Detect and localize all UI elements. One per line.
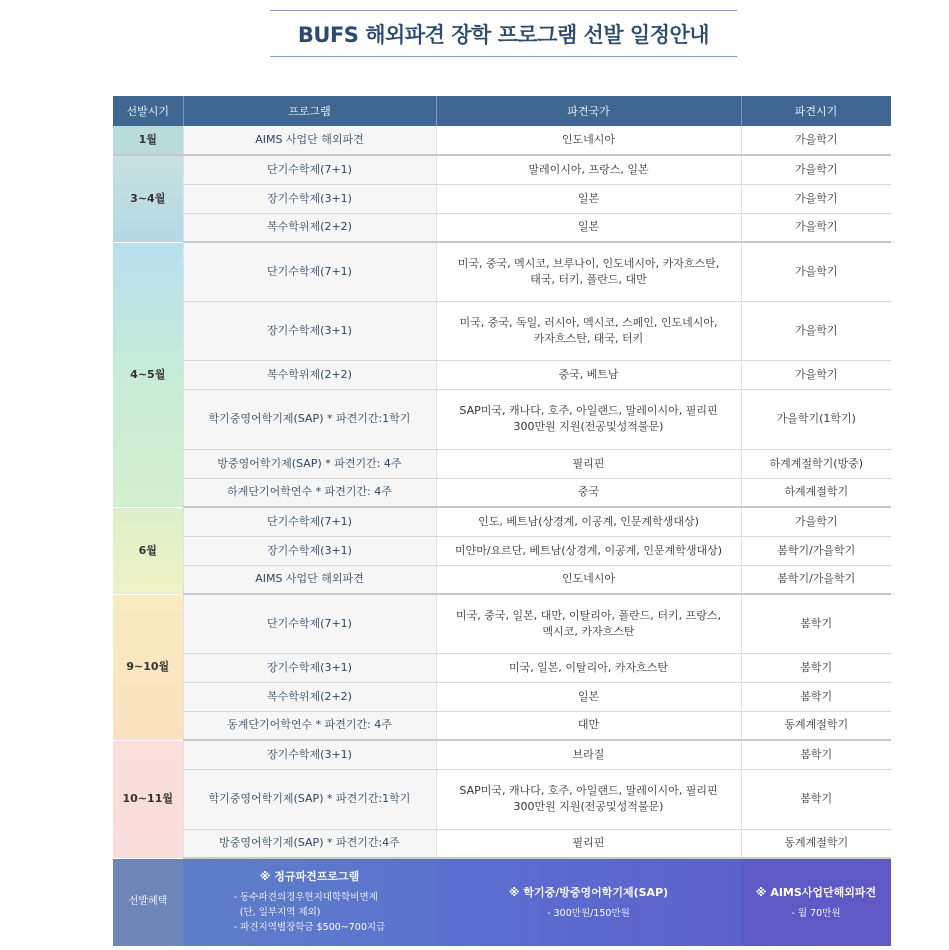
benefit-regular bbox=[183, 858, 436, 946]
program-cell: 단기수학제(7+1) bbox=[183, 242, 436, 301]
title-box bbox=[270, 10, 737, 57]
country-cell: 미국, 일본, 이탈리아, 카자흐스탄 bbox=[436, 653, 741, 682]
benefit-aims bbox=[741, 858, 891, 946]
country-cell: 미국, 중국, 멕시코, 브루나이, 인도네시아, 카자흐스탄, 태국, 터키, 폴란드, 대만 bbox=[436, 242, 741, 301]
country-cell: 말레이시아, 프랑스, 일본 bbox=[436, 155, 741, 184]
season-cell: 가을학기 bbox=[741, 301, 891, 360]
season-cell: 봄학기 bbox=[741, 594, 891, 653]
country-cell: 미얀마/요르단, 베트남(상경계, 이공계, 인문계학생대상) bbox=[436, 536, 741, 565]
country-cell: 중국 bbox=[436, 478, 741, 507]
table-row bbox=[113, 184, 891, 213]
table-row bbox=[113, 594, 891, 653]
season-cell: 봄학기 bbox=[741, 682, 891, 711]
program-cell: 복수학위제(2+2) bbox=[183, 360, 436, 389]
country-cell: 대만 bbox=[436, 711, 741, 740]
program-cell: 장기수학제(3+1) bbox=[183, 536, 436, 565]
month-cell: 9~10월 bbox=[113, 594, 183, 740]
program-cell: 방중영어학기제(SAP) * 파견기간:4주 bbox=[183, 829, 436, 858]
header-select-period: 선발시기 bbox=[113, 96, 183, 126]
benefit-aims-item: - 월 70만원 bbox=[791, 907, 841, 919]
table-row bbox=[113, 711, 891, 740]
schedule-body bbox=[113, 126, 891, 858]
season-cell: 가을학기 bbox=[741, 242, 891, 301]
season-cell: 봄학기 bbox=[741, 653, 891, 682]
season-cell: 봄학기 bbox=[741, 740, 891, 769]
program-cell: 장기수학제(3+1) bbox=[183, 184, 436, 213]
season-cell: 동계계절학기 bbox=[741, 829, 891, 858]
month-cell: 6월 bbox=[113, 507, 183, 594]
table-row bbox=[113, 360, 891, 389]
program-cell: 장기수학제(3+1) bbox=[183, 301, 436, 360]
season-cell: 가을학기 bbox=[741, 155, 891, 184]
country-cell: 일본 bbox=[436, 184, 741, 213]
table-row bbox=[113, 507, 891, 536]
benefit-regular-list bbox=[234, 891, 386, 935]
country-cell: 브라질 bbox=[436, 740, 741, 769]
table-header-row bbox=[113, 96, 891, 126]
table-row bbox=[113, 126, 891, 155]
table-row bbox=[113, 478, 891, 507]
season-cell: 가을학기 bbox=[741, 360, 891, 389]
program-cell: 장기수학제(3+1) bbox=[183, 653, 436, 682]
table-row bbox=[113, 155, 891, 184]
country-cell: 일본 bbox=[436, 213, 741, 242]
month-cell: 3~4월 bbox=[113, 155, 183, 242]
table-row bbox=[113, 389, 891, 449]
program-cell: 동계단기어학연수 * 파견기간: 4주 bbox=[183, 711, 436, 740]
country-cell: 인도네시아 bbox=[436, 126, 741, 155]
country-cell: SAP미국, 캐나다, 호주, 아일랜드, 말레이시아, 필리핀 300만원 지원(전공및성적불문) bbox=[436, 389, 741, 449]
benefit-sap-item: - 300만원/150만원 bbox=[547, 907, 630, 919]
benefit-row bbox=[113, 858, 891, 946]
country-cell: 일본 bbox=[436, 682, 741, 711]
benefit-regular-title: ※ 정규파견프로그램 bbox=[259, 870, 360, 884]
table-row bbox=[113, 301, 891, 360]
program-cell: AIMS 사업단 해외파견 bbox=[183, 126, 436, 155]
table-row bbox=[113, 769, 891, 829]
season-cell: 봄학기/가을학기 bbox=[741, 536, 891, 565]
benefit-sap-title: ※ 학기중/방중영어학기제(SAP) bbox=[508, 885, 669, 899]
program-cell: 단기수학제(7+1) bbox=[183, 507, 436, 536]
season-cell: 가을학기(1학기) bbox=[741, 389, 891, 449]
benefit-regular-item: (단, 일부지역 제외) bbox=[233, 907, 321, 919]
program-cell: AIMS 사업단 해외파견 bbox=[183, 565, 436, 594]
season-cell: 가을학기 bbox=[741, 213, 891, 242]
page-title: BUFS 해외파견 장학 프로그램 선발 일정안내 bbox=[297, 22, 710, 47]
program-cell: 방중영어학기제(SAP) * 파견기간: 4주 bbox=[183, 449, 436, 478]
table-row bbox=[113, 242, 891, 301]
header-dispatch-period: 파견시기 bbox=[741, 96, 891, 126]
season-cell: 가을학기 bbox=[741, 507, 891, 536]
header-country: 파견국가 bbox=[436, 96, 741, 126]
schedule-table bbox=[113, 96, 892, 946]
header-program: 프로그램 bbox=[183, 96, 436, 126]
season-cell: 봄학기/가을학기 bbox=[741, 565, 891, 594]
table-row bbox=[113, 449, 891, 478]
benefit-label: 선발혜택 bbox=[113, 858, 183, 946]
month-cell: 10~11월 bbox=[113, 740, 183, 858]
program-cell: 학기중영어학기제(SAP) * 파견기간:1학기 bbox=[183, 769, 436, 829]
season-cell: 하계계절학기(방중) bbox=[741, 449, 891, 478]
program-cell: 학기중영어학기제(SAP) * 파견기간:1학기 bbox=[183, 389, 436, 449]
country-cell: 필리핀 bbox=[436, 449, 741, 478]
table-row bbox=[113, 213, 891, 242]
table-row bbox=[113, 682, 891, 711]
table-row bbox=[113, 565, 891, 594]
program-cell: 단기수학제(7+1) bbox=[183, 594, 436, 653]
program-cell: 복수학위제(2+2) bbox=[183, 682, 436, 711]
country-cell: 미국, 중국, 독일, 러시아, 멕시코, 스페인, 인도네시아, 카자흐스탄, 태국, 터키 bbox=[436, 301, 741, 360]
country-cell: 인도, 베트남(상경계, 이공계, 인문계학생대상) bbox=[436, 507, 741, 536]
month-cell: 4~5월 bbox=[113, 242, 183, 507]
benefit-aims-title: ※ AIMS사업단해외파견 bbox=[755, 885, 877, 899]
country-cell: SAP미국, 캐나다, 호주, 아일랜드, 말레이시아, 필리핀 300만원 지원(전공및성적불문) bbox=[436, 769, 741, 829]
country-cell: 필리핀 bbox=[436, 829, 741, 858]
season-cell: 가을학기 bbox=[741, 126, 891, 155]
country-cell: 인도네시아 bbox=[436, 565, 741, 594]
table-row bbox=[113, 740, 891, 769]
season-cell: 가을학기 bbox=[741, 184, 891, 213]
season-cell: 봄학기 bbox=[741, 769, 891, 829]
program-cell: 단기수학제(7+1) bbox=[183, 155, 436, 184]
country-cell: 미국, 중국, 일본, 대만, 이탈리아, 폴란드, 터키, 프랑스, 멕시코, 카자흐스탄 bbox=[436, 594, 741, 653]
table-row bbox=[113, 653, 891, 682]
benefit-regular-item: - 파견지역별장학금 $500~700지급 bbox=[233, 921, 386, 933]
benefit-sap bbox=[436, 858, 741, 946]
program-cell: 장기수학제(3+1) bbox=[183, 740, 436, 769]
table-row bbox=[113, 829, 891, 858]
table-row bbox=[113, 536, 891, 565]
season-cell: 하계계절학기 bbox=[741, 478, 891, 507]
month-cell: 1월 bbox=[113, 126, 183, 155]
program-cell: 하계단기어학연수 * 파견기간: 4주 bbox=[183, 478, 436, 507]
program-cell: 복수학위제(2+2) bbox=[183, 213, 436, 242]
season-cell: 동계계절학기 bbox=[741, 711, 891, 740]
country-cell: 중국, 베트남 bbox=[436, 360, 741, 389]
benefit-regular-item: - 동수파견의경우현지대학학비면제 bbox=[233, 892, 378, 904]
